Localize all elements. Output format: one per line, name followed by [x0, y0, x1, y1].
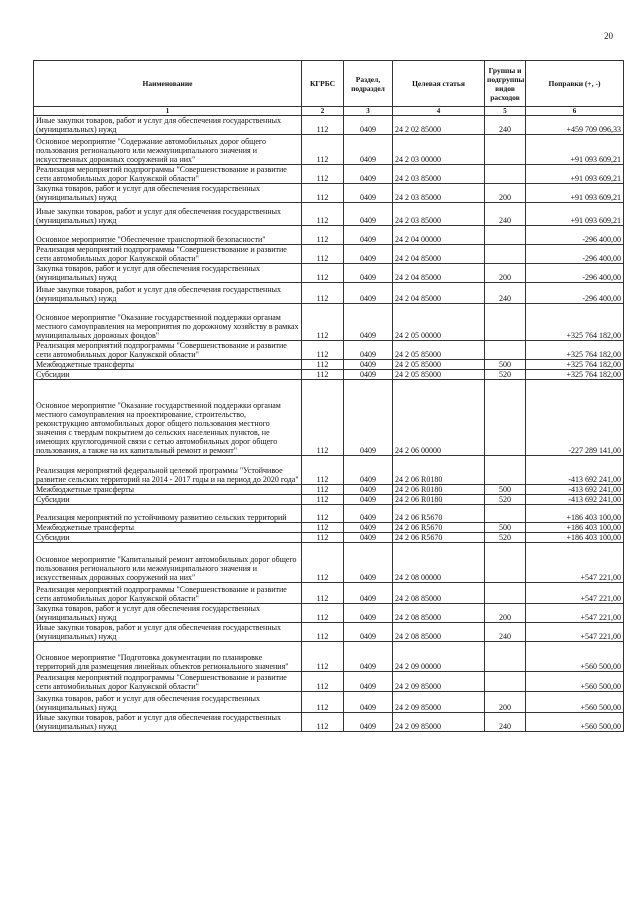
row-kgrbs: 112	[302, 165, 344, 184]
row-name: Межбюджетные трансферты	[34, 523, 302, 533]
header-amendments: Поправки (+, -)	[526, 61, 624, 107]
row-amount: +186 403 100,00	[526, 505, 624, 523]
row-amount: +91 093 609,21	[526, 135, 624, 165]
row-amount: -296 400,00	[526, 245, 624, 264]
row-expense-group: 240	[485, 116, 526, 135]
row-amount: -413 692 241,00	[526, 495, 624, 505]
row-expense-group: 240	[485, 203, 526, 226]
table-row	[34, 245, 624, 264]
row-amount: -227 289 141,00	[526, 380, 624, 456]
row-target-article: 24 2 04 85000	[393, 283, 485, 304]
table-row	[34, 341, 624, 360]
budget-amendments-table	[33, 60, 624, 732]
row-expense-group	[485, 226, 526, 245]
row-name: Основное мероприятие "Оказание государственной поддержки органам местного самоуправления на мероприятия по дорожному хозяйству в рамках муниципальных дорожных фондов"	[34, 304, 302, 341]
row-expense-group: 520	[485, 370, 526, 380]
row-section: 0409	[344, 380, 393, 456]
row-section: 0409	[344, 370, 393, 380]
row-amount: -296 400,00	[526, 283, 624, 304]
row-name: Иные закупки товаров, работ и услуг для обеспечения государственных (муниципальных) нужд	[34, 713, 302, 732]
table-row	[34, 283, 624, 304]
row-kgrbs: 112	[302, 116, 344, 135]
row-target-article: 24 2 06 R0180	[393, 495, 485, 505]
row-amount: +459 709 096,33	[526, 116, 624, 135]
row-expense-group: 500	[485, 523, 526, 533]
row-expense-group: 200	[485, 692, 526, 713]
column-number: 6	[526, 107, 624, 116]
row-section: 0409	[344, 245, 393, 264]
row-amount: +91 093 609,21	[526, 203, 624, 226]
row-amount: +547 221,00	[526, 583, 624, 604]
row-section: 0409	[344, 543, 393, 583]
table-row	[34, 505, 624, 523]
row-target-article: 24 2 06 R0180	[393, 456, 485, 485]
table-row	[34, 692, 624, 713]
table-row	[34, 264, 624, 283]
row-expense-group: 520	[485, 533, 526, 543]
row-section: 0409	[344, 135, 393, 165]
row-amount: +560 500,00	[526, 672, 624, 692]
row-name: Основное мероприятие "Содержание автомобильных дорог общего пользования регионального или межмуниципального значения и искусственных дорожных сооружений на них"	[34, 135, 302, 165]
row-target-article: 24 2 08 00000	[393, 543, 485, 583]
row-section: 0409	[344, 360, 393, 370]
row-target-article: 24 2 09 85000	[393, 713, 485, 732]
row-target-article: 24 2 02 85000	[393, 116, 485, 135]
row-kgrbs: 112	[302, 495, 344, 505]
row-expense-group	[485, 543, 526, 583]
row-section: 0409	[344, 604, 393, 623]
row-expense-group	[485, 304, 526, 341]
row-section: 0409	[344, 523, 393, 533]
row-kgrbs: 112	[302, 642, 344, 672]
row-amount: +560 500,00	[526, 692, 624, 713]
row-target-article: 24 2 09 85000	[393, 672, 485, 692]
row-kgrbs: 112	[302, 485, 344, 495]
row-kgrbs: 112	[302, 203, 344, 226]
row-amount: +91 093 609,21	[526, 184, 624, 203]
row-expense-group: 500	[485, 485, 526, 495]
row-section: 0409	[344, 283, 393, 304]
row-amount: +560 500,00	[526, 642, 624, 672]
row-kgrbs: 112	[302, 226, 344, 245]
row-kgrbs: 112	[302, 184, 344, 203]
row-kgrbs: 112	[302, 623, 344, 642]
column-number: 4	[393, 107, 485, 116]
row-kgrbs: 112	[302, 360, 344, 370]
row-name: Реализация мероприятий федеральной целевой программы "Устойчивое развитие сельских территорий на 2014 - 2017 годы и на период до 2020 года"	[34, 456, 302, 485]
row-target-article: 24 2 05 85000	[393, 360, 485, 370]
row-target-article: 24 2 09 85000	[393, 692, 485, 713]
table-row	[34, 523, 624, 533]
row-name: Реализация мероприятий подпрограммы "Совершенствование и развитие сети автомобильных дорог Калужской области"	[34, 672, 302, 692]
row-kgrbs: 112	[302, 583, 344, 604]
row-kgrbs: 112	[302, 543, 344, 583]
row-section: 0409	[344, 341, 393, 360]
row-target-article: 24 2 06 R5670	[393, 505, 485, 523]
row-expense-group: 240	[485, 623, 526, 642]
row-amount: +186 403 100,00	[526, 523, 624, 533]
row-kgrbs: 112	[302, 245, 344, 264]
row-section: 0409	[344, 456, 393, 485]
row-target-article: 24 2 03 00000	[393, 135, 485, 165]
row-section: 0409	[344, 623, 393, 642]
row-target-article: 24 2 05 85000	[393, 341, 485, 360]
row-expense-group: 520	[485, 495, 526, 505]
row-target-article: 24 2 04 00000	[393, 226, 485, 245]
column-number-row	[34, 107, 624, 116]
row-target-article: 24 2 03 85000	[393, 184, 485, 203]
row-section: 0409	[344, 184, 393, 203]
row-amount: +325 764 182,00	[526, 360, 624, 370]
row-amount: +560 500,00	[526, 713, 624, 732]
row-name: Реализация мероприятий по устойчивому развитию сельских территорий	[34, 505, 302, 523]
table-row	[34, 485, 624, 495]
header-section: Раздел, подраздел	[344, 61, 393, 107]
table-row	[34, 533, 624, 543]
table-row	[34, 604, 624, 623]
row-name: Иные закупки товаров, работ и услуг для обеспечения государственных (муниципальных) нужд	[34, 283, 302, 304]
row-kgrbs: 112	[302, 135, 344, 165]
row-target-article: 24 2 06 00000	[393, 380, 485, 456]
row-expense-group: 500	[485, 360, 526, 370]
page-number: 20	[604, 31, 613, 41]
row-name: Основное мероприятие "Подготовка документации по планировке территорий для размещения линейных объектов регионального значения"	[34, 642, 302, 672]
table-row	[34, 495, 624, 505]
table-header-row	[34, 61, 624, 107]
table-row	[34, 184, 624, 203]
table-row	[34, 543, 624, 583]
row-target-article: 24 2 08 85000	[393, 623, 485, 642]
row-amount: +325 764 182,00	[526, 370, 624, 380]
row-name: Закупка товаров, работ и услуг для обеспечения государственных (муниципальных) нужд	[34, 184, 302, 203]
table-row	[34, 135, 624, 165]
row-target-article: 24 2 08 85000	[393, 583, 485, 604]
row-target-article: 24 2 04 85000	[393, 264, 485, 283]
row-kgrbs: 112	[302, 672, 344, 692]
row-target-article: 24 2 05 85000	[393, 370, 485, 380]
table-row	[34, 116, 624, 135]
row-kgrbs: 112	[302, 304, 344, 341]
row-section: 0409	[344, 642, 393, 672]
row-name: Субсидии	[34, 533, 302, 543]
table-row	[34, 456, 624, 485]
row-kgrbs: 112	[302, 505, 344, 523]
row-name: Основное мероприятие "Оказание государственной поддержки органам местного самоуправления на проектирование, строительство, реконструкцию автомобильных дорог общего пользования местного значения с твердым покрытием до сельских населенных пунктов, не имеющих круглогодичной связи с сетью автомобильных дорог общего пользования, а также на их капитальный ремонт и ремонт"	[34, 380, 302, 456]
row-expense-group	[485, 672, 526, 692]
row-expense-group	[485, 245, 526, 264]
row-target-article: 24 2 09 00000	[393, 642, 485, 672]
row-kgrbs: 112	[302, 380, 344, 456]
row-name: Иные закупки товаров, работ и услуг для обеспечения государственных (муниципальных) нужд	[34, 203, 302, 226]
row-section: 0409	[344, 672, 393, 692]
row-section: 0409	[344, 485, 393, 495]
row-kgrbs: 112	[302, 341, 344, 360]
row-expense-group	[485, 505, 526, 523]
table-row	[34, 583, 624, 604]
row-amount: -413 692 241,00	[526, 485, 624, 495]
row-name: Основное мероприятие "Капитальный ремонт автомобильных дорог общего пользования регионального или межмуниципального значения и искусственных дорожных сооружений на них"	[34, 543, 302, 583]
row-target-article: 24 2 03 85000	[393, 203, 485, 226]
row-expense-group	[485, 380, 526, 456]
row-name: Субсидии	[34, 495, 302, 505]
row-section: 0409	[344, 264, 393, 283]
row-expense-group: 200	[485, 264, 526, 283]
header-expense-group: Группы и подгруппы видов расходов	[485, 61, 526, 107]
row-target-article: 24 2 05 00000	[393, 304, 485, 341]
row-kgrbs: 112	[302, 283, 344, 304]
row-name: Реализация мероприятий подпрограммы "Совершенствование и развитие сети автомобильных дорог Калужской области"	[34, 245, 302, 264]
row-expense-group	[485, 165, 526, 184]
row-section: 0409	[344, 533, 393, 543]
row-kgrbs: 112	[302, 370, 344, 380]
row-section: 0409	[344, 692, 393, 713]
table-row	[34, 203, 624, 226]
row-amount: +547 221,00	[526, 604, 624, 623]
row-amount: +325 764 182,00	[526, 304, 624, 341]
row-target-article: 24 2 08 85000	[393, 604, 485, 623]
row-name: Субсидии	[34, 370, 302, 380]
row-name: Межбюджетные трансферты	[34, 360, 302, 370]
row-kgrbs: 112	[302, 533, 344, 543]
row-amount: +547 221,00	[526, 623, 624, 642]
row-name: Основное мероприятие "Обеспечение транспортной безопасности"	[34, 226, 302, 245]
header-target-article: Целевая статья	[393, 61, 485, 107]
column-number: 2	[302, 107, 344, 116]
column-number: 1	[34, 107, 302, 116]
table-row	[34, 370, 624, 380]
header-name: Наименование	[34, 61, 302, 107]
row-section: 0409	[344, 713, 393, 732]
row-section: 0409	[344, 505, 393, 523]
row-section: 0409	[344, 203, 393, 226]
row-expense-group: 240	[485, 283, 526, 304]
row-expense-group	[485, 341, 526, 360]
row-name: Иные закупки товаров, работ и услуг для обеспечения государственных (муниципальных) нужд	[34, 623, 302, 642]
table-row	[34, 642, 624, 672]
row-amount: -296 400,00	[526, 264, 624, 283]
table-row	[34, 672, 624, 692]
row-name: Закупка товаров, работ и услуг для обеспечения государственных (муниципальных) нужд	[34, 692, 302, 713]
table-row	[34, 623, 624, 642]
row-section: 0409	[344, 226, 393, 245]
row-expense-group: 240	[485, 713, 526, 732]
row-name: Реализация мероприятий подпрограммы "Совершенствование и развитие сети автомобильных дорог Калужской области"	[34, 341, 302, 360]
row-name: Закупка товаров, работ и услуг для обеспечения государственных (муниципальных) нужд	[34, 264, 302, 283]
row-expense-group	[485, 456, 526, 485]
row-section: 0409	[344, 165, 393, 184]
row-kgrbs: 112	[302, 604, 344, 623]
row-amount: +547 221,00	[526, 543, 624, 583]
row-amount: -296 400,00	[526, 226, 624, 245]
table-row	[34, 380, 624, 456]
row-target-article: 24 2 06 R0180	[393, 485, 485, 495]
row-expense-group	[485, 642, 526, 672]
row-section: 0409	[344, 495, 393, 505]
table-row	[34, 360, 624, 370]
row-expense-group: 200	[485, 184, 526, 203]
table-row	[34, 713, 624, 732]
row-name: Реализация мероприятий подпрограммы "Совершенствование и развитие сети автомобильных дорог Калужской области"	[34, 165, 302, 184]
row-amount: -413 692 241,00	[526, 456, 624, 485]
column-number: 5	[485, 107, 526, 116]
table-row	[34, 165, 624, 184]
row-amount: +186 403 100,00	[526, 533, 624, 543]
table-row	[34, 304, 624, 341]
row-expense-group: 200	[485, 604, 526, 623]
row-name: Иные закупки товаров, работ и услуг для обеспечения государственных (муниципальных) нужд	[34, 116, 302, 135]
row-name: Закупка товаров, работ и услуг для обеспечения государственных (муниципальных) нужд	[34, 604, 302, 623]
row-kgrbs: 112	[302, 692, 344, 713]
row-target-article: 24 2 06 R5670	[393, 523, 485, 533]
row-expense-group	[485, 135, 526, 165]
row-kgrbs: 112	[302, 713, 344, 732]
row-kgrbs: 112	[302, 456, 344, 485]
row-amount: +325 764 182,00	[526, 341, 624, 360]
row-name: Межбюджетные трансферты	[34, 485, 302, 495]
row-section: 0409	[344, 116, 393, 135]
row-target-article: 24 2 06 R5670	[393, 533, 485, 543]
row-kgrbs: 112	[302, 264, 344, 283]
column-number: 3	[344, 107, 393, 116]
row-expense-group	[485, 583, 526, 604]
row-name: Реализация мероприятий подпрограммы "Совершенствование и развитие сети автомобильных дорог Калужской области"	[34, 583, 302, 604]
row-section: 0409	[344, 304, 393, 341]
row-amount: +91 093 609,21	[526, 165, 624, 184]
row-target-article: 24 2 03 85000	[393, 165, 485, 184]
row-kgrbs: 112	[302, 523, 344, 533]
header-kgrbs: КГРБС	[302, 61, 344, 107]
row-target-article: 24 2 04 85000	[393, 245, 485, 264]
row-section: 0409	[344, 583, 393, 604]
table-row	[34, 226, 624, 245]
